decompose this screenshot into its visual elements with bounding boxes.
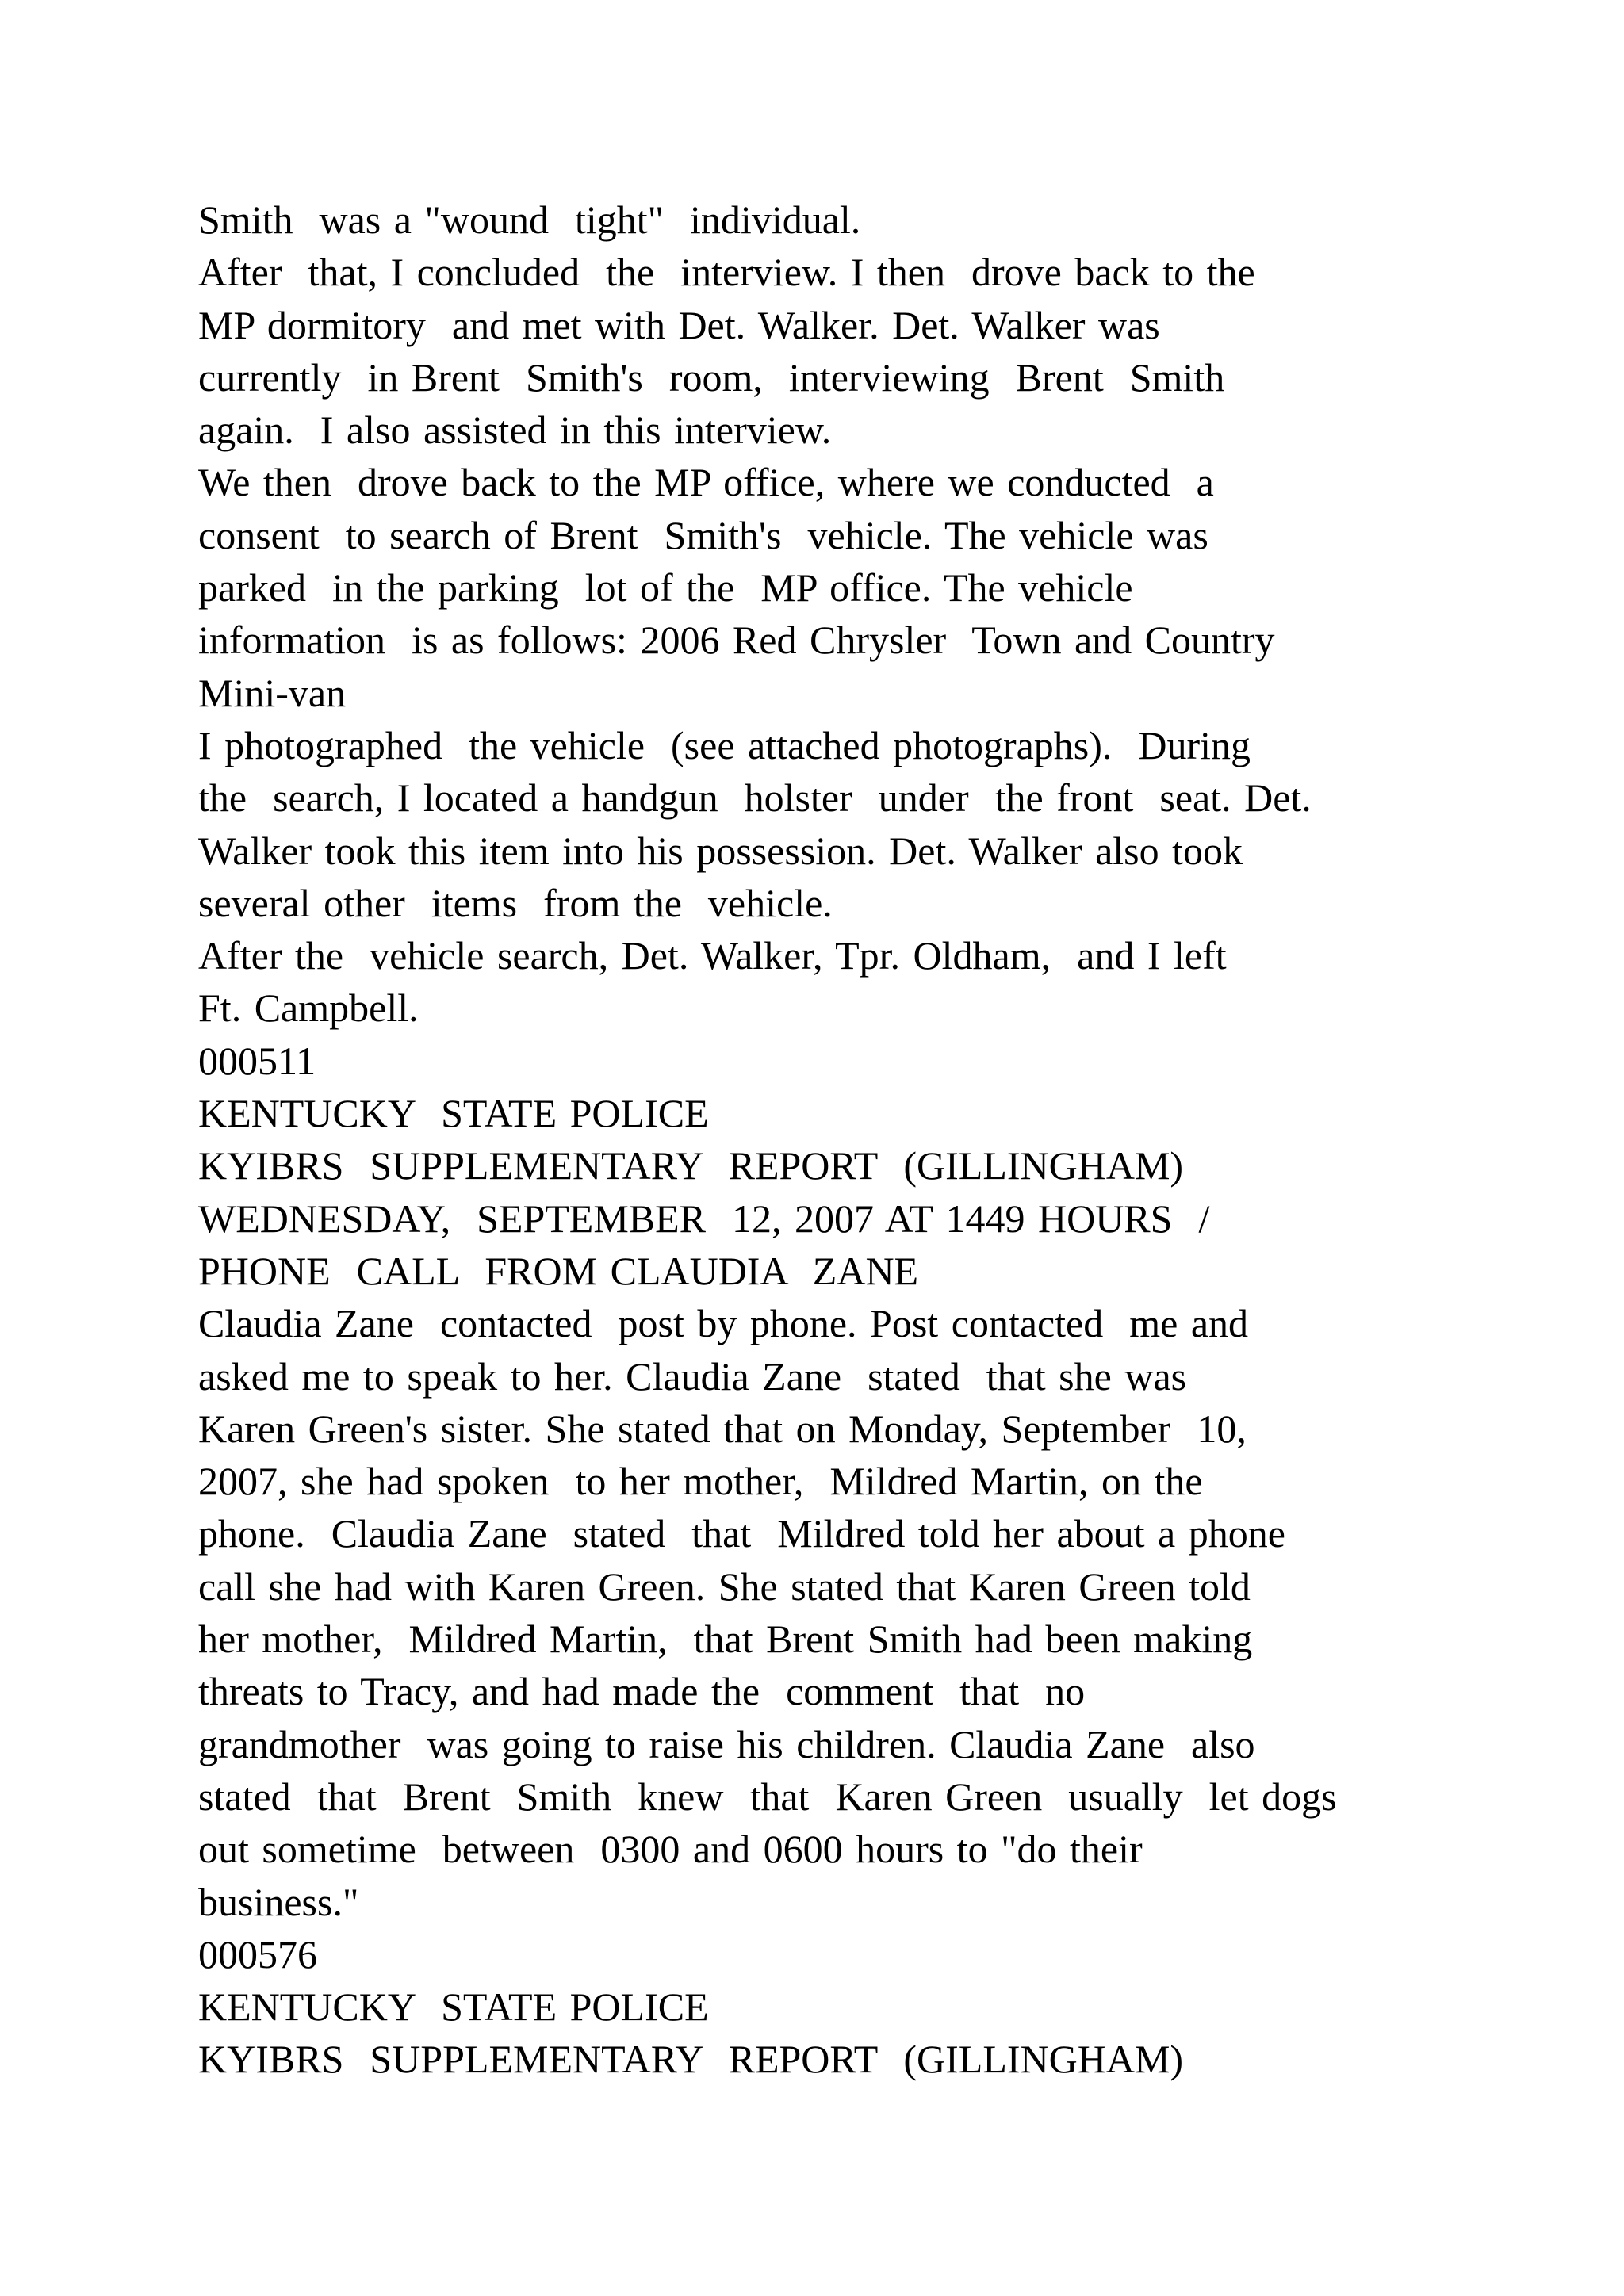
text-line: 2007, she had spoken to her mother, Mildred Martin, on the (198, 1459, 1203, 1504)
text-line: Walker took this item into his possession. Det. Walker also took (198, 828, 1243, 873)
text-line: stated that Brent Smith knew that Karen Green usually let dogs (198, 1774, 1337, 1819)
text-line: Ft. Campbell. (198, 985, 419, 1031)
page-number: 000576 (198, 1931, 317, 1976)
text-line: phone. Claudia Zane stated that Mildred told her about a phone (198, 1511, 1285, 1556)
agency-header: KENTUCKY STATE POLICE (198, 1091, 709, 1136)
text-line: consent to search of Brent Smith's vehicle. The vehicle was (198, 512, 1208, 557)
text-line: Smith was a "wound tight" individual. (198, 197, 861, 242)
text-line: parked in the parking lot of the MP office. The vehicle (198, 565, 1133, 610)
text-line: call she had with Karen Green. She stated that Karen Green told (198, 1563, 1251, 1609)
text-line: I photographed the vehicle (see attached photographs). During (198, 722, 1251, 767)
report-text (198, 193, 1467, 2086)
report-title: KYIBRS SUPPLEMENTARY REPORT (GILLINGHAM) (198, 1143, 1184, 1188)
text-line: the search, I located a handgun holster under the front seat. Det. (198, 775, 1312, 821)
text-line: again. I also assisted in this interview. (198, 408, 832, 453)
text-line: After the vehicle search, Det. Walker, Tpr. Oldham, and I left (198, 933, 1227, 978)
text-line: currently in Brent Smith's room, interviewing Brent Smith (198, 354, 1225, 400)
entry-date-heading: WEDNESDAY, SEPTEMBER 12, 2007 AT 1449 HOURS / (198, 1196, 1210, 1241)
text-line: After that, I concluded the interview. I then drove back to the (198, 250, 1255, 295)
report-title: KYIBRS SUPPLEMENTARY REPORT (GILLINGHAM) (198, 2037, 1184, 2082)
text-line: her mother, Mildred Martin, that Brent Smith had been making (198, 1617, 1253, 1662)
text-line: Claudia Zane contacted post by phone. Post contacted me and (198, 1301, 1249, 1346)
text-line: Mini-van (198, 670, 347, 715)
page-number: 000511 (198, 1038, 316, 1083)
text-line: out sometime between 0300 and 0600 hours to "do their (198, 1827, 1143, 1872)
text-line: threats to Tracy, and had made the comment that no (198, 1669, 1086, 1714)
text-line: MP dormitory and met with Det. Walker. Det. Walker was (198, 302, 1160, 347)
text-line: several other items from the vehicle. (198, 880, 833, 925)
text-line: grandmother was going to raise his children. Claudia Zane also (198, 1721, 1255, 1766)
agency-header: KENTUCKY STATE POLICE (198, 1984, 709, 2030)
text-line: Karen Green's sister. She stated that on Monday, September 10, (198, 1406, 1247, 1451)
text-line: asked me to speak to her. Claudia Zane stated that she was (198, 1353, 1187, 1399)
text-line: We then drove back to the MP office, where we conducted a (198, 460, 1214, 505)
entry-subject-heading: PHONE CALL FROM CLAUDIA ZANE (198, 1248, 919, 1293)
text-line: business." (198, 1879, 359, 1924)
text-line: information is as follows: 2006 Red Chrysler Town and Country (198, 618, 1275, 663)
